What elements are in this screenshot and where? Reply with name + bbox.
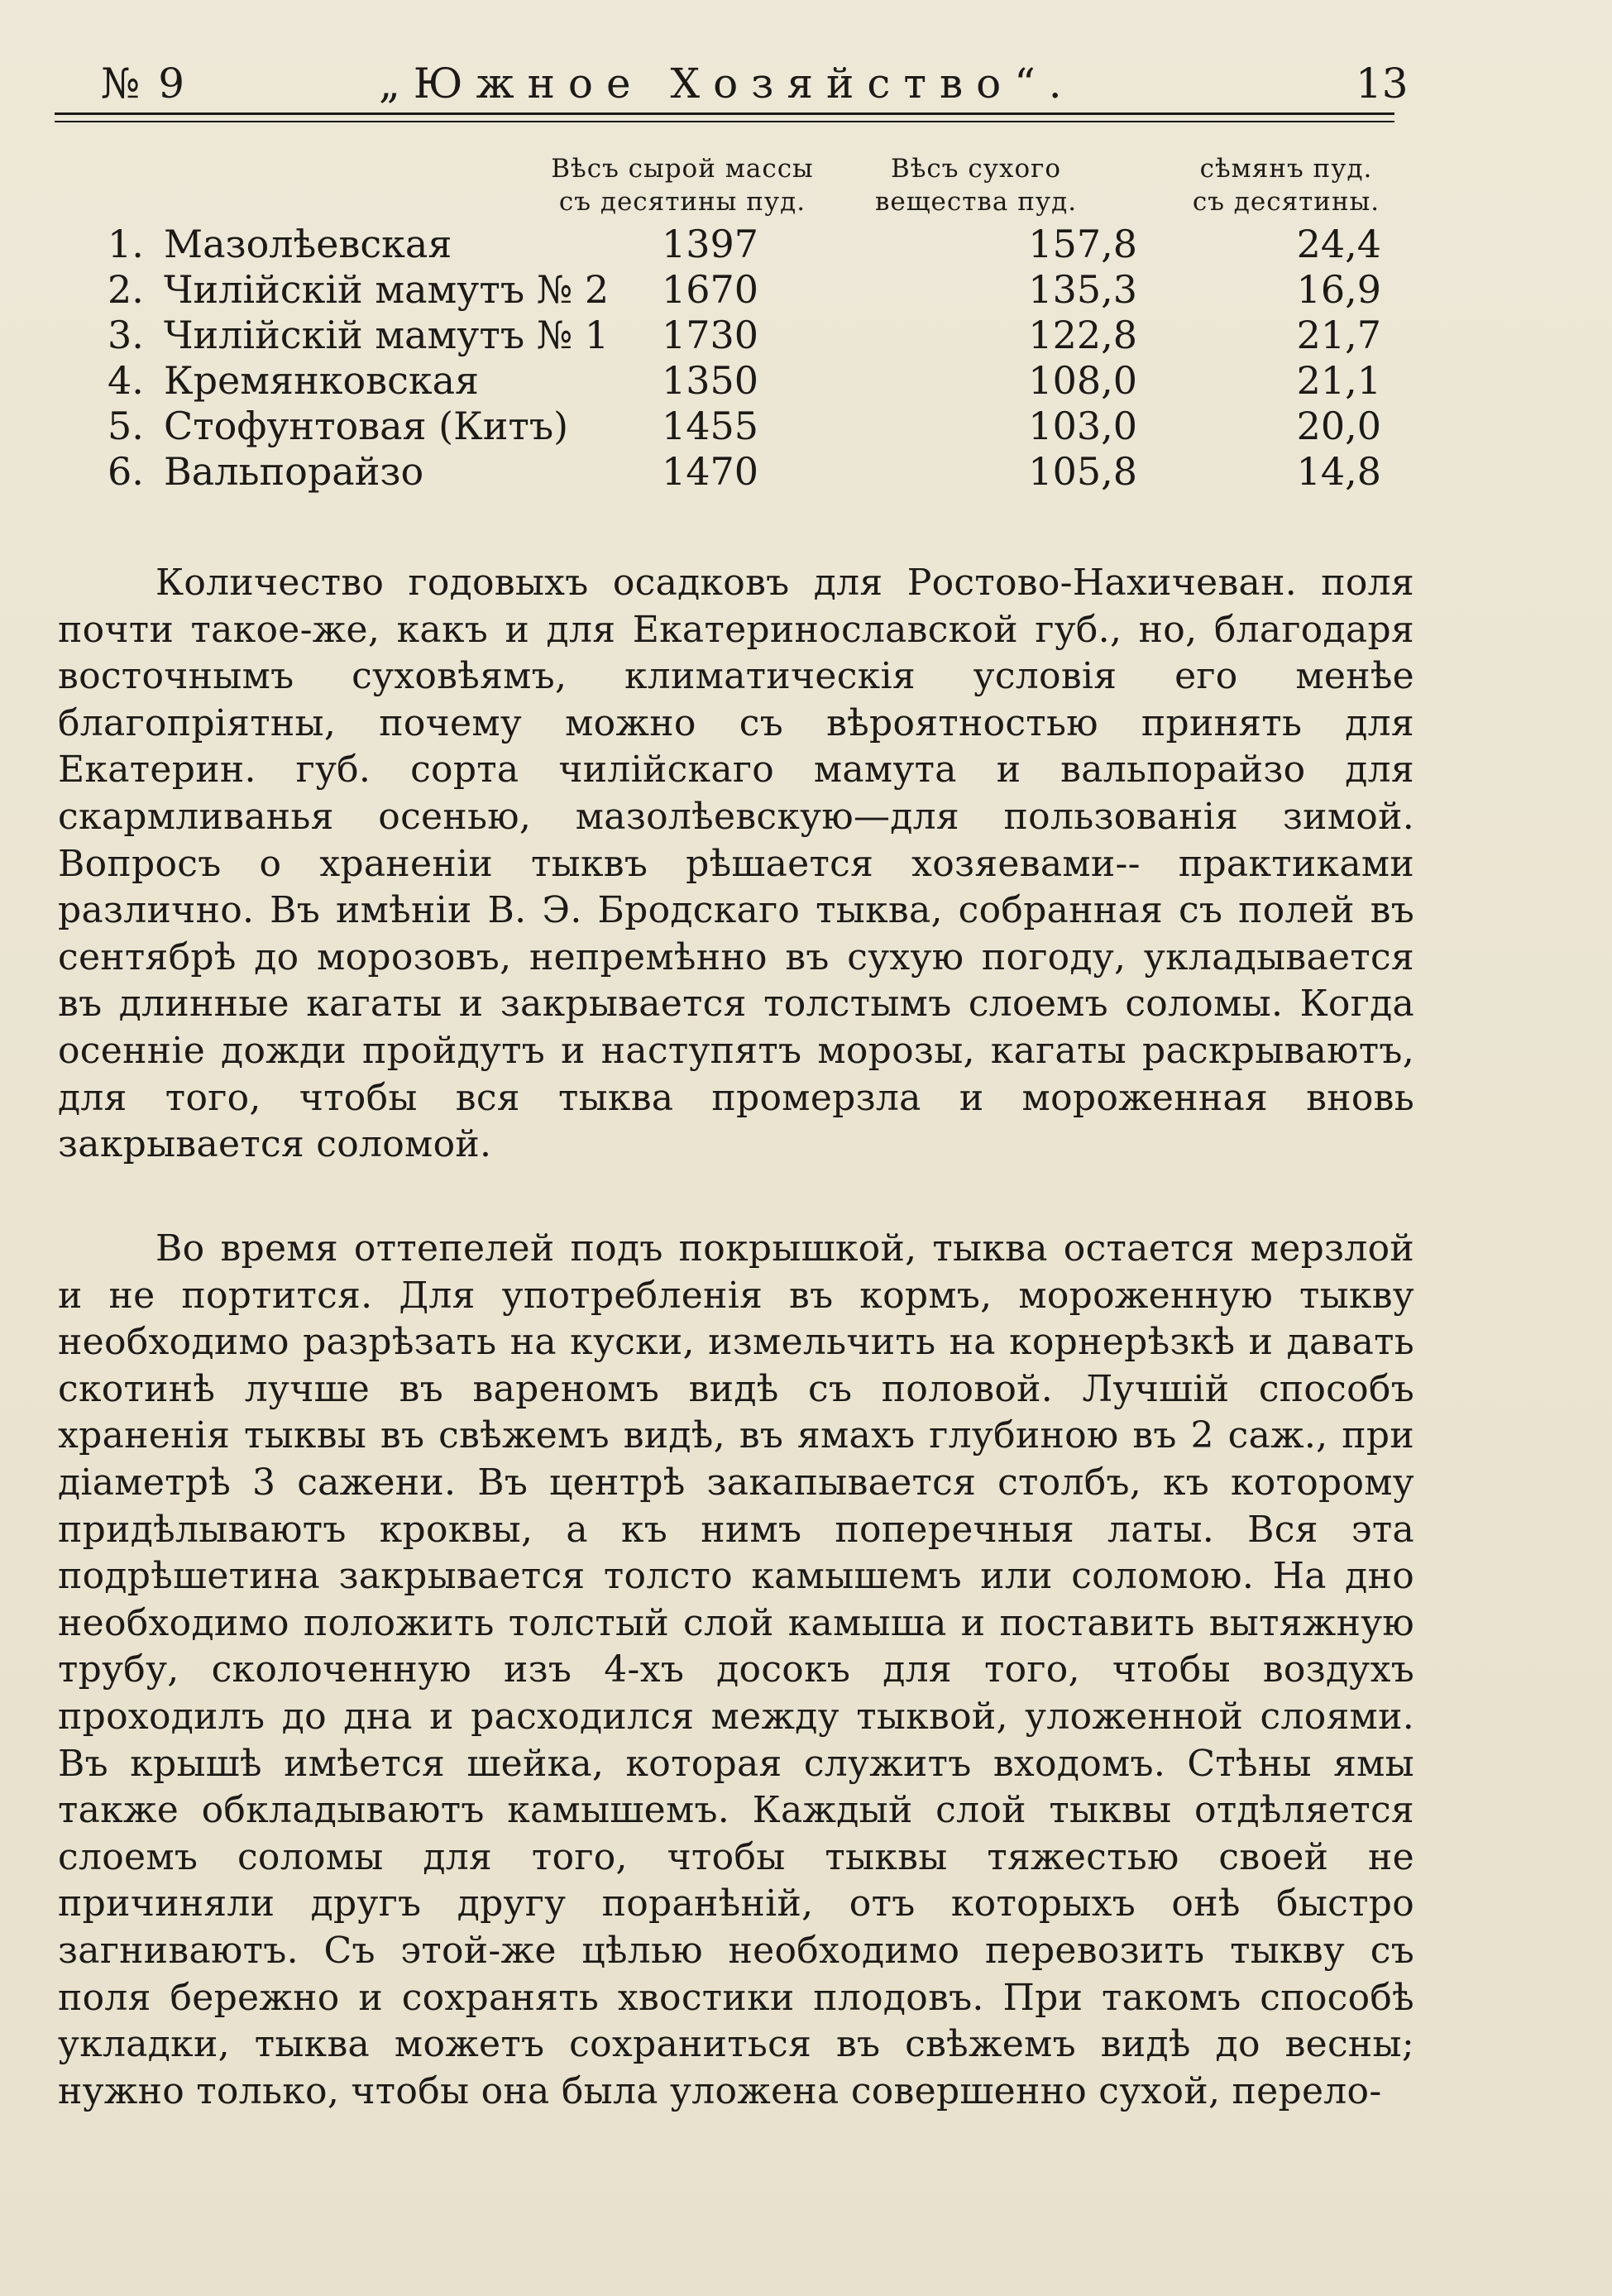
issue-number: № 9 [101, 60, 188, 108]
raw-mass-value: 1470 [662, 449, 759, 494]
row-number: 2. [108, 267, 144, 312]
table-row [91, 358, 1414, 404]
seed-value: 16,9 [1296, 267, 1381, 312]
variety-name: Чилiйскiй мамутъ № 2 [164, 267, 610, 312]
header-rule-thin [55, 121, 1394, 122]
page-number: 13 [1356, 60, 1409, 108]
journal-title: „Южное Хозяйство“. [379, 60, 1075, 108]
variety-name: Кремянковская [164, 358, 480, 403]
dry-matter-value: 105,8 [1028, 449, 1137, 494]
seed-value: 20,0 [1296, 404, 1381, 448]
row-number: 3. [108, 313, 144, 357]
variety-name: Стофунтовая (Китъ) [164, 404, 569, 448]
column-header-dry-matter: Вѣсъ сухого вещества пуд. [874, 154, 1078, 217]
header-rule-thick [55, 112, 1394, 115]
table-row [91, 404, 1414, 449]
variety-name: Чилiйскiй мамутъ № 1 [164, 313, 610, 357]
dry-matter-value: 135,3 [1028, 267, 1137, 312]
seed-value: 24,4 [1296, 222, 1381, 266]
table-row [91, 313, 1414, 358]
row-number: 5. [108, 404, 144, 448]
seed-value: 21,1 [1296, 358, 1381, 403]
column-header-raw-mass: Вѣсъ сырой массы съ десятины пуд. [551, 154, 814, 217]
variety-name: Мазолѣевская [164, 222, 452, 266]
body-paragraph: Количество годовыхъ осадковъ для Ростово-Нахичеван. поля почти такое-же, какъ и для Екатеринославской губ., но, благодаря восточнымъ суховѣямъ, климатическiя условiя его менѣе благопрiятны, почему можно съ вѣроятностью принять для Екатерин. губ. сорта чилiйскаго мамута и вальпорайзо для скармливанья осенью, мазолѣевскую—для пользованiя зимой. Вопросъ о храненiи тыквъ рѣшается хозяевами-- практиками различно. Въ имѣнiи В. Э. Бродскаго тыква, собранная съ полей въ сентябрѣ до морозовъ, непремѣнно въ сухую погоду, укладывается въ длинные кагаты и закрывается толстымъ слоемъ соломы. Когда осеннiе дожди пройдутъ и наступятъ морозы, кагаты раскрываютъ, для того, чтобы вся тыква промерзла и мороженная вновь закрывается соломой. [58, 562, 1414, 1166]
row-number: 4. [108, 358, 144, 403]
raw-mass-value: 1350 [662, 358, 759, 403]
row-number: 1. [108, 222, 144, 266]
dry-matter-value: 157,8 [1028, 222, 1137, 266]
table-row [91, 449, 1414, 495]
table-row [91, 222, 1414, 267]
dry-matter-value: 103,0 [1028, 404, 1137, 448]
raw-mass-value: 1670 [662, 267, 759, 312]
raw-mass-value: 1730 [662, 313, 759, 357]
seed-value: 21,7 [1296, 313, 1381, 357]
raw-mass-value: 1397 [662, 222, 759, 266]
variety-table [91, 222, 1414, 495]
dry-matter-value: 108,0 [1028, 358, 1137, 403]
seed-value: 14,8 [1296, 449, 1381, 494]
raw-mass-value: 1455 [662, 404, 759, 448]
row-number: 6. [108, 449, 144, 494]
column-header-seeds: сѣмянъ пуд. съ десятины. [1192, 154, 1380, 217]
variety-name: Вальпорайзо [164, 449, 424, 494]
table-row [91, 267, 1414, 313]
body-paragraph: Во время оттепелей подъ покрышкой, тыква остается мерзлой и не портится. Для употребленiя въ кормъ, мороженную тыкву необходимо разрѣзать на куски, измельчить на корнерѣзкѣ и давать скотинѣ лучше въ вареномъ видѣ съ половой. Лучшiй способъ храненiя тыквы въ свѣжемъ видѣ, въ ямахъ глубиною въ 2 саж., при дiаметрѣ 3 сажени. Въ центрѣ закапывается столбъ, къ которому придѣлываютъ кроквы, а къ нимъ поперечныя латы. Вся эта подрѣшетина закрывается толсто камышемъ или соломою. На дно необходимо положить толстый слой камыша и поставить вытяжную трубу, сколоченную изъ 4-хъ досокъ для того, чтобы воздухъ проходилъ до дна и расходился между тыквой, уложенной слоями. Въ крышѣ имѣется шейка, которая служитъ входомъ. Стѣны ямы также обкладываютъ камышемъ. Каждый слой тыквы отдѣляется слоемъ соломы для того, чтобы тыквы тяжестью своей не причиняли другъ другу поранѣнiй, отъ которыхъ онѣ быстро загниваютъ. Съ этой-же цѣлью необходимо перевозить тыкву съ поля бережно и сохранять хвостики плодовъ. При такомъ способѣ укладки, тыква можетъ сохраниться въ свѣжемъ видѣ до весны; нужно только, чтобы она была уложена совершенно сухой, перело- [58, 1227, 1414, 2112]
running-header [55, 56, 1409, 111]
dry-matter-value: 122,8 [1028, 313, 1137, 357]
